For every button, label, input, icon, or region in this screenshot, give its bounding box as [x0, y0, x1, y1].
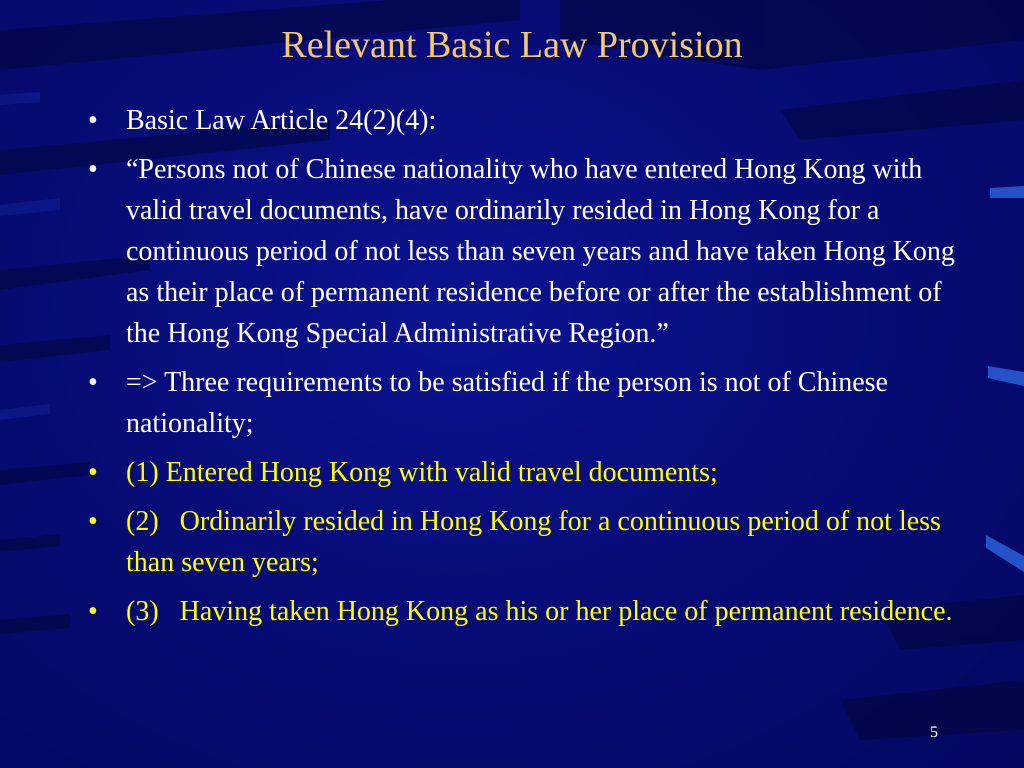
bullet-text: “Persons not of Chinese nationality who have entered Hong Kong with valid travel documents, have ordinarily resided in Hong Kong for a continuous period of not less than seven years and have taken Hong Kong as their place of permanent residence before or after the establishment of the Hong Kong Special Administrative Region.” — [126, 154, 955, 349]
bullet-list — [82, 100, 962, 640]
page-number: 5 — [930, 724, 938, 741]
bullet-text: (2) Ordinarily resided in Hong Kong for a continuous period of not less than seven years; — [126, 506, 948, 578]
bullet-dot: • — [88, 457, 98, 488]
slide-title: Relevant Basic Law Provision — [281, 24, 743, 66]
accent-stripe-3 — [986, 535, 1024, 572]
bullet-requirement-2 — [82, 501, 962, 583]
bullet-dot: • — [88, 506, 98, 537]
bullet-dot: • — [88, 367, 98, 398]
bullet-text: => Three requirements to be satisfied if the person is not of Chinese nationality; — [126, 367, 888, 439]
bullet-quoted-provision — [82, 149, 962, 354]
bullet-dot: • — [88, 596, 98, 627]
bullet-dot: • — [88, 105, 98, 136]
bullet-requirement-1 — [82, 452, 962, 493]
bullet-requirement-3 — [82, 591, 962, 632]
bullet-text: (1) Entered Hong Kong with valid travel documents; — [126, 457, 718, 488]
bullet-requirements-intro — [82, 362, 962, 444]
accent-stripe-2 — [988, 366, 1024, 386]
bullet-text: (3) Having taken Hong Kong as his or her place of permanent residence. — [126, 596, 953, 627]
bullet-dot: • — [88, 154, 98, 185]
accent-stripe-1 — [990, 186, 1024, 198]
bullet-article-reference — [82, 100, 962, 141]
bullet-text: Basic Law Article 24(2)(4): — [126, 105, 437, 136]
